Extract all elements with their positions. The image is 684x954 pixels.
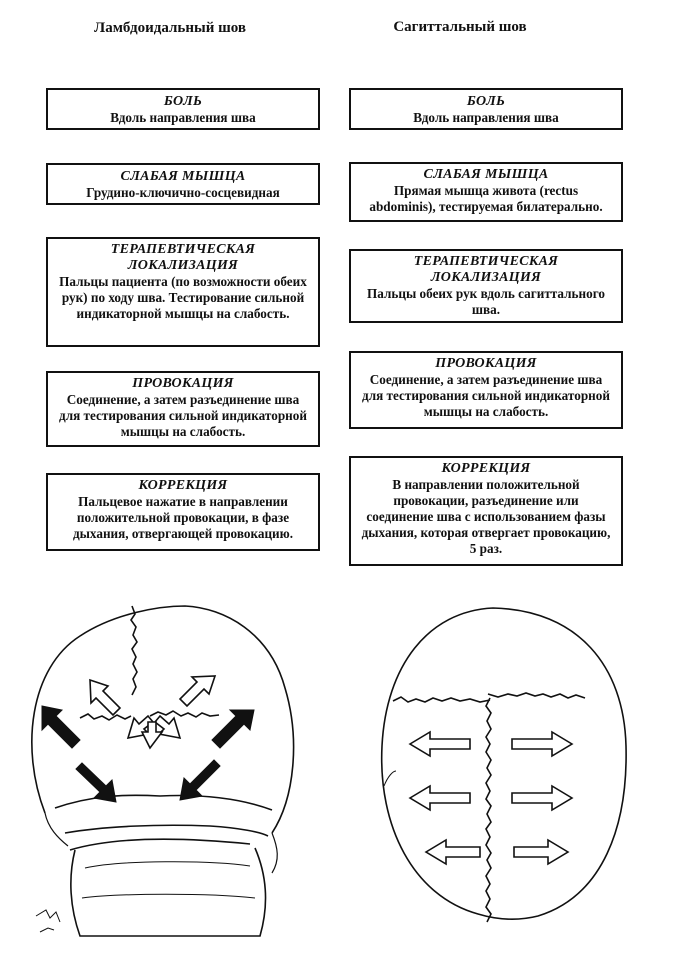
inward-arrow-icon <box>90 680 120 715</box>
left-correction-heading: КОРРЕКЦИЯ <box>138 478 228 493</box>
right-correction-box <box>349 456 623 566</box>
right-arrow-icon <box>512 732 572 756</box>
right-arrow-icon <box>512 786 572 810</box>
left-weak-muscle-text: Грудино-ключично-сосцевидная <box>86 185 280 200</box>
lambdoid-skull-illustration <box>10 598 310 943</box>
right-weak-muscle-box <box>349 162 623 222</box>
left-therapy-heading: ТЕРАПЕВТИЧЕСКАЯ ЛОКАЛИЗАЦИЯ <box>110 242 256 273</box>
outward-arrow-icon <box>76 763 116 802</box>
left-therapy-text: Пальцы пациента (по возможности обеих рук) по ходу шва. Тестирование сильной индикаторной мышцы на слабость. <box>59 274 307 321</box>
skull-outline-icon <box>382 608 626 919</box>
left-pain-box <box>46 88 320 130</box>
left-arrow-icon <box>410 786 470 810</box>
left-arrow-icon <box>410 732 470 756</box>
right-therapy-box <box>349 249 623 323</box>
left-arrow-icon <box>426 840 480 864</box>
right-weak-muscle-heading: СЛАБАЯ МЫШЦА <box>423 167 549 182</box>
right-pain-box <box>349 88 623 130</box>
right-therapy-heading: ТЕРАПЕВТИЧЕСКАЯ ЛОКАЛИЗАЦИЯ <box>413 254 559 285</box>
sagittal-skull-illustration <box>368 596 638 941</box>
right-provocation-text: Соединение, а затем разъединение шва для тестирования сильной индикаторной мышцы на слабость. <box>362 372 610 419</box>
left-correction-box <box>46 473 320 551</box>
left-correction-text: Пальцевое нажатие в направлении положительной провокации, в фазе дыхания, отвергающей провокацию. <box>72 494 294 541</box>
left-pain-heading: БОЛЬ <box>163 94 203 109</box>
outward-arrow-icon <box>180 760 220 800</box>
right-pain-text: Вдоль направления шва <box>413 110 559 125</box>
outward-arrow-icon <box>42 706 80 748</box>
right-correction-text: В направлении положительной провокации, разъединение или соединение шва с использованием фазы дыхания, которая отвергает провокацию, 5 раз. <box>361 477 611 556</box>
right-pain-heading: БОЛЬ <box>466 94 506 109</box>
left-provocation-box <box>46 371 320 447</box>
right-provocation-box <box>349 351 623 429</box>
inward-arrow-icon <box>180 676 215 706</box>
right-weak-muscle-text: Прямая мышца живота (rectus abdominis), тестируемая билатерально. <box>369 183 603 214</box>
right-arrow-icon <box>514 840 568 864</box>
left-weak-muscle-box <box>46 163 320 205</box>
right-correction-heading: КОРРЕКЦИЯ <box>441 461 531 476</box>
right-column-title: Сагиттальный шов <box>393 19 527 35</box>
right-therapy-text: Пальцы обеих рук вдоль сагиттального шва. <box>367 286 605 317</box>
right-provocation-heading: ПРОВОКАЦИЯ <box>435 356 537 371</box>
left-provocation-heading: ПРОВОКАЦИЯ <box>132 376 234 391</box>
left-weak-muscle-heading: СЛАБАЯ МЫШЦА <box>120 169 246 184</box>
left-therapy-box <box>46 237 320 347</box>
left-pain-text: Вдоль направления шва <box>110 110 256 125</box>
left-provocation-text: Соединение, а затем разъединение шва для тестирования сильной индикаторной мышцы на слабость. <box>59 392 307 439</box>
left-column-title: Ламбдоидальный шов <box>94 20 246 36</box>
